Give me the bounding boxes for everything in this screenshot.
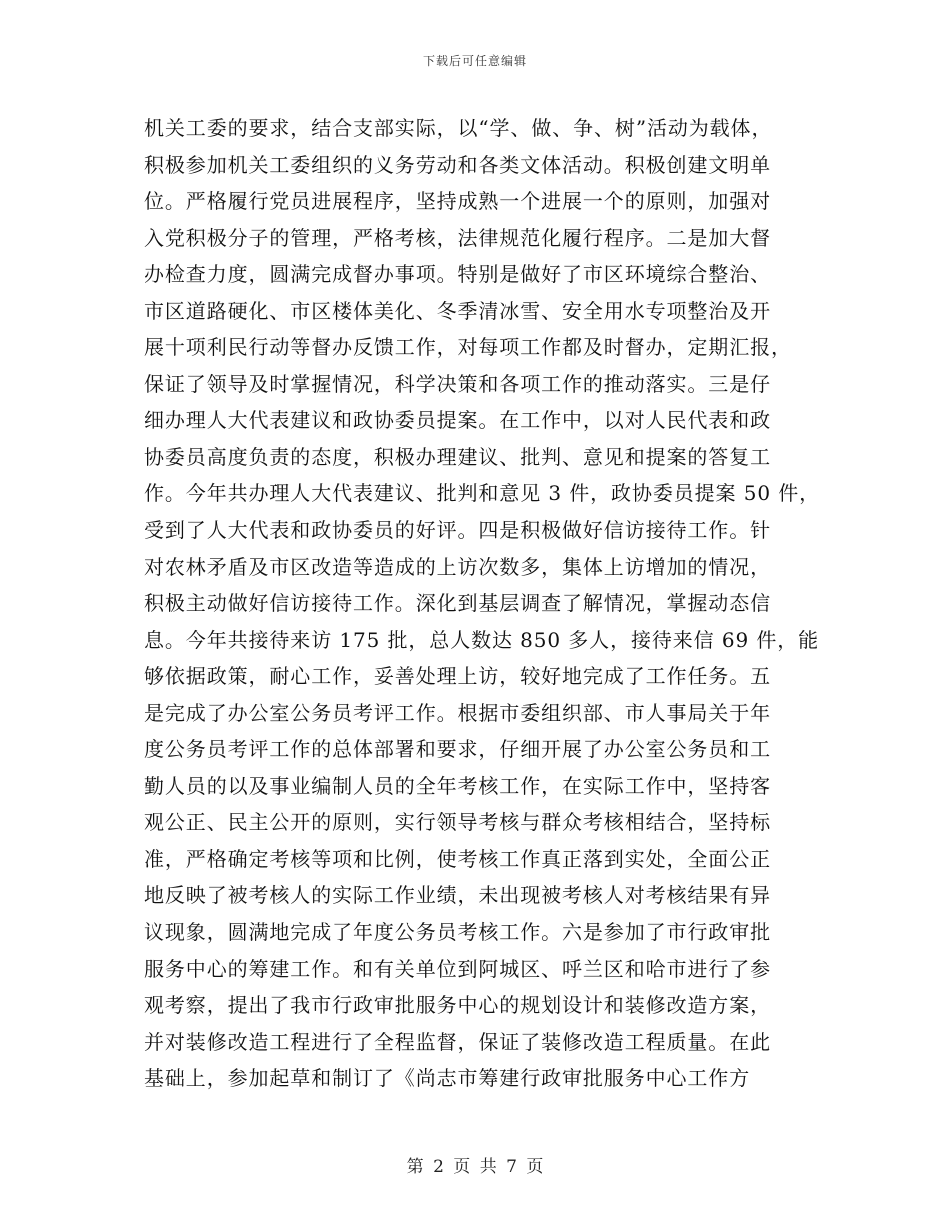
text-line: 息。今年共接待来访 175 批，总人数达 850 多人，接待来信 69 件，能 <box>144 627 820 652</box>
text-line: 准，严格确定考核等项和比例，使考核工作真正落到实处，全面公正 <box>144 846 771 871</box>
text-line: 基础上，参加起草和制订了《尚志市筹建行政审批服务中心工作方 <box>144 1066 751 1091</box>
text-line: 积极参加机关工委组织的义务劳动和各类文体活动。积极创建文明单 <box>144 152 771 177</box>
text-line: 议现象，圆满地完成了年度公务员考核工作。六是参加了市行政审批 <box>144 920 771 945</box>
text-line: 作。今年共办理人大代表建议、批判和意见 3 件，政协委员提案 50 件， <box>144 481 821 506</box>
body-text <box>144 110 834 1097</box>
text-line: 观公正、民主公开的原则，实行领导考核与群众考核相结合，坚持标 <box>144 810 771 835</box>
text-line: 入党积极分子的管理，严格考核，法律规范化履行程序。二是加大督 <box>144 225 771 250</box>
text-line: 观考察，提出了我市行政审批服务中心的规划设计和装修改造方案， <box>144 993 771 1018</box>
text-line: 机关工委的要求，结合支部实际，以“学、做、争、树”活动为载体， <box>144 116 773 140</box>
text-line: 地反映了被考核人的实际工作业绩，未出现被考核人对考核结果有异 <box>144 883 771 908</box>
text-line: 服务中心的筹建工作。和有关单位到阿城区、呼兰区和哈市进行了参 <box>144 956 771 981</box>
text-line: 展十项利民行动等督办反馈工作，对每项工作都及时督办，定期汇报， <box>144 335 792 360</box>
text-line: 并对装修改造工程进行了全程监督，保证了装修改造工程质量。在此 <box>144 1029 771 1054</box>
text-line: 位。严格履行党员进展程序，坚持成熟一个进展一个的原则，加强对 <box>144 189 771 214</box>
text-line: 够依据政策，耐心工作，妥善处理上访，较好地完成了工作任务。五 <box>144 664 771 689</box>
text-line: 市区道路硬化、市区楼体美化、冬季清冰雪、安全用水专项整治及开 <box>144 298 771 323</box>
text-line: 保证了领导及时掌握情况，科学决策和各项工作的推动落实。三是仔 <box>144 371 771 396</box>
text-line: 办检查力度，圆满完成督办事项。特别是做好了市区环境综合整治、 <box>144 262 771 287</box>
text-line: 协委员高度负责的态度，积极办理建议、批判、意见和提案的答复工 <box>144 444 771 469</box>
text-line: 对农林矛盾及市区改造等造成的上访次数多，集体上访增加的情况， <box>144 554 771 579</box>
page-footer: 第 2 页 共 7 页 <box>406 1157 544 1177</box>
text-line: 度公务员考评工作的总体部署和要求，仔细开展了办公室公务员和工 <box>144 737 771 762</box>
text-line: 是完成了办公室公务员考评工作。根据市委组织部、市人事局关于年 <box>144 700 771 725</box>
text-line: 细办理人大代表建议和政协委员提案。在工作中，以对人民代表和政 <box>144 408 771 433</box>
page-header: 下载后可任意编辑 <box>422 54 527 68</box>
text-line: 受到了人大代表和政协委员的好评。四是积极做好信访接待工作。针 <box>144 518 771 543</box>
text-line: 积极主动做好信访接待工作。深化到基层调查了解情况，掌握动态信 <box>144 591 771 616</box>
text-line: 勤人员的以及事业编制人员的全年考核工作，在实际工作中，坚持客 <box>144 773 771 798</box>
